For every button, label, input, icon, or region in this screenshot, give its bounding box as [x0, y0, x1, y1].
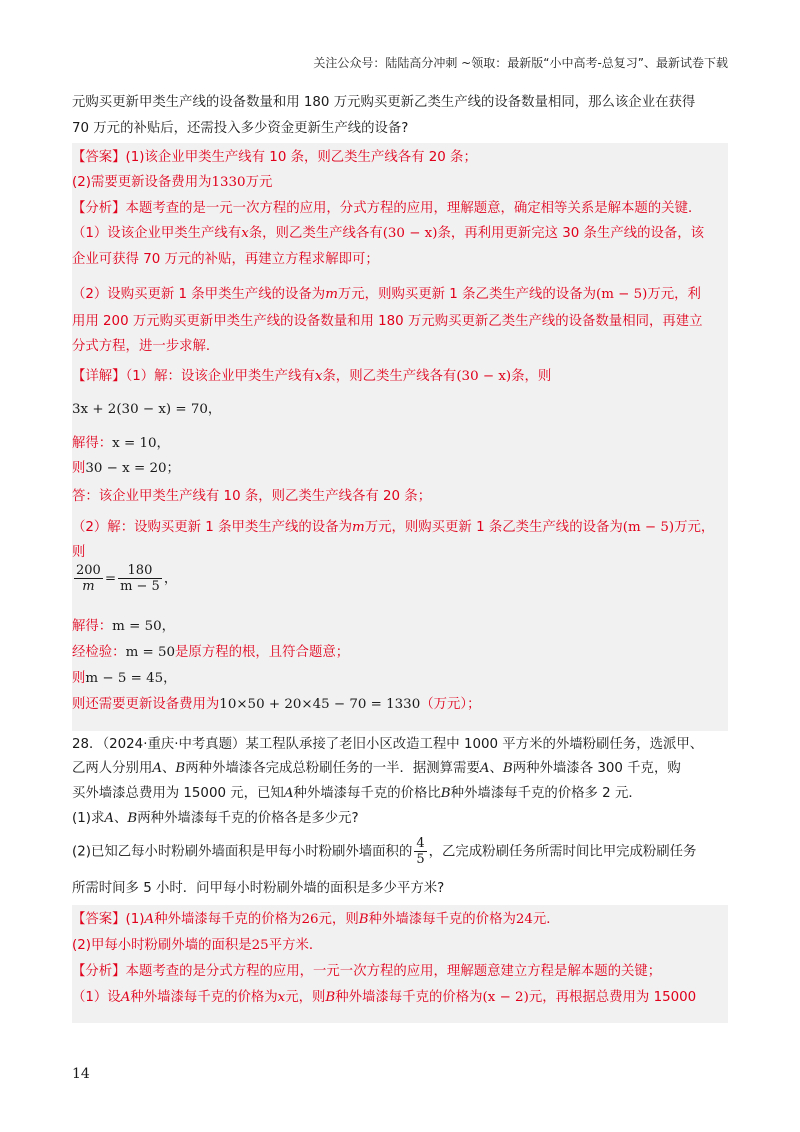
- detail-line: 答：该企业甲类生产线有 10 条，则乙类生产线各有 20 条；: [72, 489, 432, 504]
- fraction-numerator: 200: [76, 563, 101, 578]
- math-var: B: [358, 912, 369, 927]
- punct: ，: [207, 402, 222, 417]
- detail-text: 条，则乙类生产线各有: [322, 369, 457, 384]
- answer-text: (2)需要更新设备费用为: [72, 175, 212, 190]
- equals-sign: =: [104, 571, 117, 587]
- analysis-text: 万元，则购买更新 1 条乙类生产线的设备为: [337, 287, 596, 302]
- answer-line: [72, 911, 560, 929]
- analysis-line: 企业可获得 70 万元的补贴，再建立方程求解即可；: [72, 252, 379, 267]
- fraction-denominator: m: [82, 579, 95, 594]
- analysis-line: 【分析】本题考查的是分式方程的应用，一元一次方程的应用，理解题意建立方程是解本题的关键；: [72, 964, 662, 979]
- math-var: x: [314, 369, 323, 384]
- answer-number: 24: [515, 912, 533, 927]
- punct: ，: [156, 436, 170, 451]
- answer-text: (2)甲每小时粉刷外墙的面积是: [72, 938, 252, 953]
- math-var: m: [351, 520, 365, 535]
- analysis-line: [72, 286, 701, 304]
- equation-line: [72, 401, 221, 419]
- detail-text: 【详解】（1）解：设该企业甲类生产线有: [72, 369, 315, 384]
- fraction: [74, 563, 103, 594]
- analysis-line: 用用 200 万元购买更新甲类生产线的设备数量和用 180 万元购买更新乙类生产线的设备数量相同，再建立: [72, 314, 703, 329]
- question-text: 种外墙漆每千克的价格比: [293, 786, 441, 801]
- analysis-line: 【分析】本题考查的是一元一次方程的应用，分式方程的应用，理解题意，确定相等关系是解本题的关键．: [72, 201, 702, 216]
- math-var: m: [325, 287, 338, 302]
- question-text: (2)已知乙每小时粉刷外墙面积是甲每小时粉刷外墙面积的: [72, 844, 413, 860]
- equation: m = 50: [125, 645, 176, 660]
- question-text: 两种外墙漆各完成总粉刷任务的一半．据测算需要: [185, 761, 480, 776]
- punct: 、: [114, 811, 128, 826]
- punct: 、: [162, 761, 176, 776]
- math-var: x: [277, 990, 286, 1005]
- question-line: 28．（2024·重庆·中考真题）某工程队承接了老旧小区改造工程中 1000 平方米的外墙粉刷任务，选派甲、: [72, 737, 704, 752]
- detail-text: 条，则: [511, 369, 552, 384]
- punct: ，: [163, 671, 177, 686]
- answer-number: 1330: [211, 175, 246, 190]
- fraction-denominator: m − 5: [120, 579, 160, 594]
- analysis-line: [72, 989, 696, 1007]
- detail-line: [72, 696, 480, 714]
- fraction-denominator: 5: [416, 852, 425, 867]
- detail-line: 则: [72, 545, 86, 560]
- punct: ；: [166, 461, 180, 476]
- detail-line: [72, 519, 714, 537]
- fraction-numerator: 4: [416, 836, 425, 851]
- question-text: 两种外墙漆每千克的价格各是多少元?: [137, 811, 359, 826]
- math-var: x: [241, 226, 249, 241]
- question-text: 乙两人分别用: [72, 761, 153, 776]
- analysis-text: 元，则: [285, 990, 326, 1005]
- solution-block-28: [72, 905, 728, 1023]
- analysis-line: [72, 225, 704, 243]
- fraction-equation-line: [72, 563, 177, 603]
- question-line: [72, 760, 681, 778]
- equation: m − 5 = 45: [85, 671, 164, 686]
- analysis-text: （2）设购买更新 1 条甲类生产线的设备为: [72, 287, 326, 302]
- math-var: B: [325, 990, 336, 1005]
- page-header: 关注公众号：陆陆高分冲刺 ~领取：最新版“小中高考-总复习”、最新试卷下载: [313, 56, 728, 70]
- math-var: B: [175, 761, 186, 776]
- detail-line: [72, 644, 349, 662]
- question-line: [72, 810, 359, 828]
- answer-line: 【答案】(1)该企业甲类生产线有 10 条，则乙类生产线各有 20 条；: [72, 150, 477, 165]
- detail-line: [72, 460, 180, 478]
- answer-text: 元，则: [318, 912, 359, 927]
- math-var: B: [127, 811, 138, 826]
- question-line: [72, 836, 696, 872]
- detail-text: 解得：: [72, 619, 113, 634]
- answer-text: 【答案】(1): [72, 912, 145, 927]
- answer-text: 万元: [245, 175, 273, 190]
- detail-text: 则: [72, 461, 86, 476]
- answer-text: 种外墙漆每千克的价格为: [368, 912, 516, 927]
- equation: m = 50: [112, 619, 162, 634]
- answer-text: 元．: [532, 912, 560, 927]
- detail-text: 是原方程的根，且符合题意；: [175, 645, 350, 660]
- detail-line: [72, 618, 175, 636]
- detail-text: 解得：: [72, 436, 113, 451]
- math-expr: (30 − x): [382, 226, 438, 241]
- math-var: A: [104, 811, 115, 826]
- text-line: 元购买更新甲类生产线的设备数量和用 180 万元购买更新乙类生产线的设备数量相同，那么该企业在获得: [72, 95, 696, 110]
- detail-text: （2）解：设购买更新 1 条甲类生产线的设备为: [72, 520, 352, 535]
- question-line: [72, 785, 642, 803]
- analysis-text: 种外墙漆每千克的价格为: [130, 990, 278, 1005]
- analysis-line: 分式方程，进一步求解．: [72, 339, 220, 354]
- punct: 、: [489, 761, 503, 776]
- detail-line: [72, 368, 551, 386]
- analysis-text: 种外墙漆每千克的价格为: [335, 990, 483, 1005]
- analysis-text: 元，再根据总费用为 15000: [528, 990, 697, 1005]
- question-text: 种外墙漆每千克的价格多 2 元．: [450, 786, 642, 801]
- analysis-text: 条，再利用更新完这 30 条生产线的设备，该: [437, 226, 705, 241]
- equation: 3x + 2(30 − x) = 70: [72, 402, 208, 417]
- detail-text: 则: [72, 671, 86, 686]
- answer-number: 25: [251, 938, 269, 953]
- math-expr: (m − 5): [595, 287, 648, 302]
- equation: 10×50 + 20×45 − 70 = 1330: [219, 697, 421, 712]
- math-var: A: [152, 761, 163, 776]
- detail-text: 万元，则购买更新 1 条乙类生产线的设备为: [364, 520, 623, 535]
- answer-text: 平方米．: [268, 938, 323, 953]
- detail-line: [72, 670, 177, 688]
- detail-text: 经检验：: [72, 645, 126, 660]
- equation: x = 10: [112, 436, 157, 451]
- equation: 30 − x = 20: [85, 461, 167, 476]
- analysis-text: 条，则乙类生产线各有: [248, 226, 383, 241]
- detail-line: [72, 435, 170, 453]
- text-line: 70 万元的补贴后，还需投入多少资金更新生产线的设备?: [72, 121, 409, 136]
- math-expr: (m − 5): [622, 520, 675, 535]
- question-text: ，乙完成粉刷任务所需时间比甲完成粉刷任务: [428, 844, 697, 860]
- math-var: A: [479, 761, 490, 776]
- analysis-text: （1）设: [72, 990, 121, 1005]
- answer-number: 26: [301, 912, 319, 927]
- math-var: B: [502, 761, 513, 776]
- analysis-text: （1）设该企业甲类生产线有: [72, 226, 242, 241]
- math-var: A: [120, 990, 131, 1005]
- punct: ，: [161, 619, 176, 634]
- analysis-text: 万元，利: [647, 287, 701, 302]
- answer-text: 种外墙漆每千克的价格为: [154, 912, 302, 927]
- question-text: (1)求: [72, 811, 105, 826]
- answer-line: [72, 174, 272, 192]
- page-number: 14: [72, 1066, 90, 1082]
- math-expr: (30 − x): [456, 369, 512, 384]
- fraction: [414, 836, 426, 867]
- solution-block-27: [72, 143, 728, 731]
- fraction-numerator: 180: [118, 563, 162, 579]
- question-text: 两种外墙漆各 300 千克，购: [512, 761, 681, 776]
- question-line: 所需时间多 5 小时．问甲每小时粉刷外墙的面积是多少平方米?: [72, 881, 445, 896]
- punct: ，: [163, 571, 178, 587]
- detail-text: 万元，: [674, 520, 715, 535]
- detail-text: 则还需要更新设备费用为: [72, 697, 220, 712]
- math-var: A: [283, 786, 294, 801]
- detail-text: （万元）；: [420, 697, 481, 712]
- question-text: 买外墙漆总费用为 15000 元，已知: [72, 786, 284, 801]
- math-var: A: [144, 912, 155, 927]
- answer-line: [72, 937, 322, 955]
- math-expr: (x − 2): [482, 990, 529, 1005]
- fraction: [118, 563, 162, 594]
- math-var: B: [440, 786, 451, 801]
